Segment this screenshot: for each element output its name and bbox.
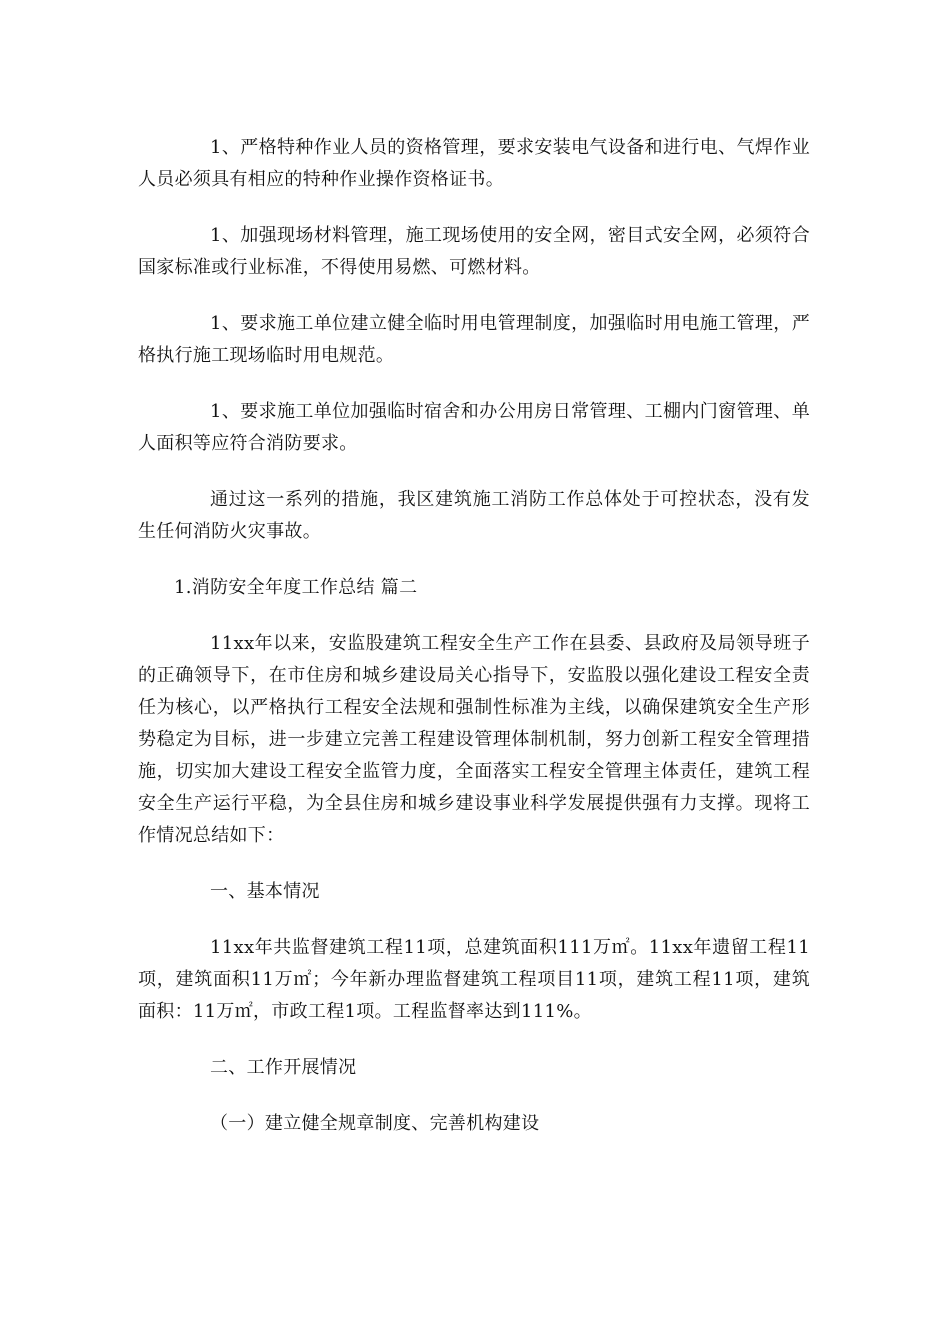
paragraph-special-personnel: 1、严格特种作业人员的资格管理，要求安装电气设备和进行电、气焊作业人员必须具有相应的特种作业操作资格证书。 — [138, 137, 810, 190]
heading-rules-and-institutions: （一）建立健全规章制度、完善机构建设 — [210, 1113, 540, 1134]
paragraph-temporary-electricity: 1、要求施工单位建立健全临时用电管理制度，加强临时用电施工管理，严格执行施工现场临时用电规范。 — [138, 313, 810, 366]
heading-work-progress: 二、工作开展情况 — [210, 1057, 357, 1078]
paragraph-overview: 11xx年以来，安监股建筑工程安全生产工作在县委、县政府及局领导班子的正确领导下，在市住房和城乡建设局关心指导下，安监股以强化建设工程安全责任为核心，以严格执行工程安全法规和强制性标准为主线，以确保建筑安全生产形势稳定为目标，进一步建立完善工程建设管理体制机制，努力创新工程安全管理措施，切实加大建设工程安全监管力度，全面落实工程安全管理主体责任，建筑工程安全生产运行平稳，为全县住房和城乡建设事业科学发展提供强有力支撑。现将工作情况总结如下： — [138, 633, 810, 846]
section-heading-part-two: 1.消防安全年度工作总结 篇二 — [174, 577, 418, 598]
paragraph-material-management: 1、加强现场材料管理，施工现场使用的安全网，密目式安全网，必须符合国家标准或行业标准，不得使用易燃、可燃材料。 — [138, 225, 810, 278]
paragraph-conclusion: 通过这一系列的措施，我区建筑施工消防工作总体处于可控状态，没有发生任何消防火灾事故。 — [138, 489, 810, 542]
heading-basic-situation: 一、基本情况 — [210, 881, 320, 902]
paragraph-statistics: 11xx年共监督建筑工程11项，总建筑面积111万㎡。11xx年遗留工程11项，建筑面积11万㎡；今年新办理监督建筑工程项目11项，建筑工程11项，建筑面积：11万㎡，市政工程1项。工程监督率达到111%。 — [138, 937, 810, 1022]
document-body — [138, 132, 810, 1164]
paragraph-dormitory-management: 1、要求施工单位加强临时宿舍和办公用房日常管理、工棚内门窗管理、单人面积等应符合消防要求。 — [138, 401, 810, 454]
